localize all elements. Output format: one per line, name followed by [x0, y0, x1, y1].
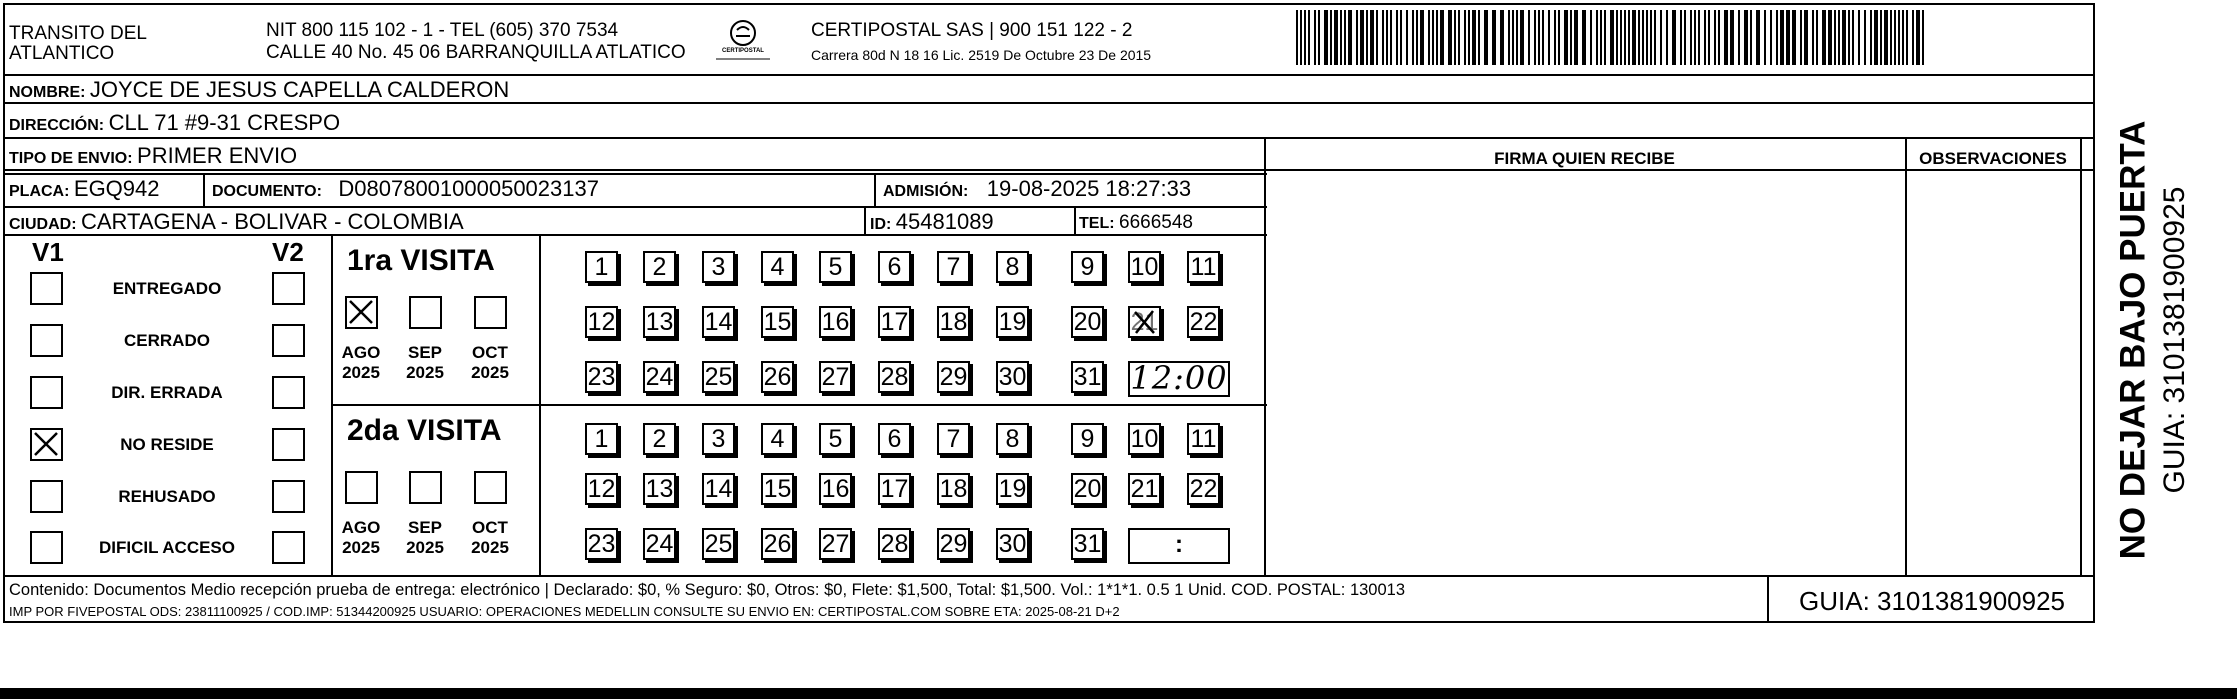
barcode-bar: [1870, 10, 1872, 65]
month-year: 2025: [406, 363, 444, 382]
barcode-bar: [1816, 10, 1818, 65]
day-box[interactable]: 4: [761, 423, 794, 455]
status-label: REHUSADO: [118, 487, 216, 506]
barcode-bar: [1472, 10, 1476, 65]
day-box[interactable]: 3: [702, 251, 735, 283]
barcode-bar: [1564, 10, 1568, 65]
day-box[interactable]: 10: [1128, 423, 1161, 455]
barcode-bar: [1416, 10, 1418, 65]
day-box[interactable]: 15: [761, 306, 794, 338]
footer-guide-number: GUIA: 3101381900925: [1799, 586, 2065, 616]
barcode-bar: [1390, 10, 1392, 65]
day-box[interactable]: 13: [643, 306, 676, 338]
imp-line: IMP POR FIVEPOSTAL ODS: 23811100925 / COD.IMP: 51344200925 USUARIO: OPERACIONES MEDELLIN CONSULTE SU ENVIO EN: CERTIPOSTAL.COM SOBRE ETA: 2025-08-21 D+2: [9, 604, 1120, 619]
barcode-bar: [1764, 10, 1766, 65]
barcode-bar: [1898, 10, 1900, 65]
side-guide-number: GUIA: 3101381900925: [2158, 186, 2191, 494]
sender-address: CALLE 40 No. 45 06 BARRANQUILLA ATLATICO: [266, 42, 686, 63]
month-year: 2025: [471, 538, 509, 557]
barcode-bar: [1516, 10, 1518, 65]
barcode-bar: [1838, 10, 1840, 65]
barcode-bar: [1708, 10, 1710, 65]
barcode-bar: [1440, 10, 1444, 65]
day-box[interactable]: 20: [1071, 473, 1104, 505]
day-box[interactable]: 20: [1071, 306, 1104, 338]
day-box[interactable]: 5: [819, 251, 852, 283]
tel-value: 6666548: [1119, 212, 1193, 233]
city-label: CIUDAD:: [9, 216, 77, 233]
day-box[interactable]: 23: [585, 361, 618, 393]
day-box[interactable]: 28: [878, 528, 911, 560]
document-value: D08078001000050023137: [338, 176, 599, 201]
day-box[interactable]: 4: [761, 251, 794, 283]
day-box[interactable]: 18: [937, 306, 970, 338]
barcode-bar: [1864, 10, 1866, 65]
v1-checkbox[interactable]: [30, 531, 63, 564]
day-box[interactable]: 30: [996, 361, 1029, 393]
barcode-bar: [1604, 10, 1606, 65]
barcode-bar: [1464, 10, 1466, 65]
month-label: SEP: [407, 518, 443, 537]
barcode-bar: [1698, 10, 1700, 65]
barcode-bar: [1916, 10, 1920, 65]
day-box[interactable]: 11: [1187, 251, 1220, 283]
barcode-bar: [1730, 10, 1734, 65]
barcode-bar: [1776, 10, 1778, 65]
time-box[interactable]: [1128, 528, 1230, 564]
day-box[interactable]: 1: [585, 423, 618, 455]
month-label: AGO: [341, 518, 381, 537]
signature-header: FIRMA QUIEN RECIBE: [1494, 149, 1675, 168]
barcode-bar: [1642, 10, 1644, 65]
day-box[interactable]: 31: [1071, 528, 1104, 560]
day-box[interactable]: 10: [1128, 251, 1161, 283]
tel-field: [1079, 213, 1193, 232]
month-checkbox[interactable]: [409, 296, 442, 329]
barcode-bar: [1370, 10, 1374, 65]
barcode-bar: [1646, 10, 1648, 65]
admission-field: [883, 178, 1191, 200]
barcode-bar: [1412, 10, 1414, 65]
barcode-bar: [1616, 10, 1618, 65]
barcode-bar: [1750, 10, 1752, 65]
barcode-bar: [1632, 10, 1636, 65]
barcode-bar: [1638, 10, 1640, 65]
day-box[interactable]: 26: [761, 528, 794, 560]
barcode-bar: [1360, 10, 1364, 65]
status-label: DIFICIL ACCESO: [98, 538, 235, 557]
content-line: Contenido: Documentos Medio recepción prueba de entrega: electrónico | Declarado: $0, % Seguro: $0, Otros: $0, Flete: $1,500, Total: $1,500. Vol.: 1*1*1. 0.5 1 Unid. COD. POSTAL: 130013: [9, 581, 1406, 599]
tel-label: TEL:: [1079, 215, 1115, 232]
barcode-bar: [1858, 10, 1860, 65]
day-box[interactable]: 17: [878, 473, 911, 505]
barcode-bar: [1718, 10, 1720, 65]
barcode-bar: [1348, 10, 1352, 65]
day-box[interactable]: 24: [643, 528, 676, 560]
city-value: CARTAGENA - BOLIVAR - COLOMBIA: [81, 209, 464, 234]
day-box[interactable]: 9: [1071, 423, 1104, 455]
barcode-bar: [1694, 10, 1696, 65]
day-box[interactable]: 7: [937, 251, 970, 283]
day-box[interactable]: 16: [819, 473, 852, 505]
barcode-bar: [1590, 10, 1592, 65]
v2-checkbox[interactable]: [272, 272, 305, 305]
barcode-bar: [1558, 10, 1560, 65]
v1-checkbox[interactable]: [30, 480, 63, 513]
shipment-type-field: [9, 145, 297, 167]
barcode-bar: [1448, 10, 1452, 65]
barcode-bar: [1468, 10, 1470, 65]
day-box[interactable]: 7: [937, 423, 970, 455]
month-checkbox[interactable]: [345, 471, 378, 504]
barcode-bar: [1770, 10, 1772, 65]
barcode-bar: [1324, 10, 1328, 65]
barcode-bar: [1296, 10, 1298, 65]
barcode-bar: [1812, 10, 1814, 65]
barcode-bar: [1538, 10, 1540, 65]
barcode-bar: [1922, 10, 1924, 65]
day-box[interactable]: 26: [761, 361, 794, 393]
day-box[interactable]: 18: [937, 473, 970, 505]
barcode-bar: [1454, 10, 1456, 65]
visit1-title: 1ra VISITA: [347, 244, 495, 277]
no-under-door-warning: NO DEJAR BAJO PUERTA: [2113, 120, 2153, 560]
month-year: 2025: [342, 538, 380, 557]
day-box[interactable]: 22: [1187, 306, 1220, 338]
barcode-bar: [1884, 10, 1888, 65]
logo-text: CERTIPOSTAL: [722, 48, 764, 54]
barcode-bar: [1894, 10, 1896, 65]
status-label: CERRADO: [124, 331, 210, 350]
certipostal-logo-icon: [708, 16, 778, 66]
barcode-bar: [1356, 10, 1358, 65]
barcode-bar: [1570, 10, 1572, 65]
time-value: 12:00: [1130, 359, 1228, 397]
barcode-bar: [1902, 10, 1904, 65]
month-checkbox[interactable]: [474, 471, 507, 504]
day-box[interactable]: 30: [996, 528, 1029, 560]
barcode-bar: [1492, 10, 1496, 65]
barcode-bar: [1852, 10, 1854, 65]
status-label: NO RESIDE: [120, 435, 214, 454]
day-box[interactable]: 12: [585, 306, 618, 338]
v2-checkbox[interactable]: [272, 480, 305, 513]
day-box[interactable]: 21: [1128, 473, 1161, 505]
time-box[interactable]: [1128, 361, 1230, 397]
barcode-bar: [1660, 10, 1662, 65]
shipment-type-label: TIPO DE ENVIO:: [9, 150, 133, 167]
visit2-title: 2da VISITA: [347, 414, 502, 447]
barcode-bar: [1314, 10, 1316, 65]
shipment-type-value: PRIMER ENVIO: [137, 143, 298, 168]
barcode-bar: [1596, 10, 1598, 65]
barcode-bar: [1834, 10, 1836, 65]
barcode-bar: [1406, 10, 1408, 65]
day-box[interactable]: 1: [585, 251, 618, 283]
barcode-bar: [1436, 10, 1438, 65]
barcode-bar: [1500, 10, 1504, 65]
day-box[interactable]: 19: [996, 473, 1029, 505]
day-box[interactable]: 9: [1071, 251, 1104, 283]
v2-label: V2: [272, 237, 304, 267]
v2-checkbox[interactable]: [272, 428, 305, 461]
cut-line: [0, 688, 2237, 699]
day-box[interactable]: 3: [702, 423, 735, 455]
month-label: SEP: [407, 343, 443, 362]
barcode-bar: [1508, 10, 1510, 65]
day-box[interactable]: 16: [819, 306, 852, 338]
v1-label: V1: [32, 237, 64, 267]
day-box[interactable]: 29: [937, 528, 970, 560]
barcode: [1296, 10, 1930, 65]
barcode-bar: [1308, 10, 1310, 65]
id-field: [870, 211, 994, 233]
admission-label: ADMISIÓN:: [883, 183, 969, 200]
name-label: NOMBRE:: [9, 84, 86, 101]
day-box[interactable]: 25: [702, 361, 735, 393]
address-value: CLL 71 #9-31 CRESPO: [108, 110, 341, 135]
barcode-bar: [1478, 10, 1480, 65]
barcode-bar: [1912, 10, 1914, 65]
v2-checkbox[interactable]: [272, 324, 305, 357]
v2-checkbox[interactable]: [272, 531, 305, 564]
barcode-bar: [1542, 10, 1544, 65]
barcode-bar: [1528, 10, 1530, 65]
barcode-bar: [1654, 10, 1656, 65]
barcode-bar: [1554, 10, 1556, 65]
barcode-bar: [1792, 10, 1796, 65]
company-license: Carrera 80d N 18 16 Lic. 2519 De Octubre 23 De 2015: [811, 47, 1152, 63]
month-checkbox[interactable]: [345, 296, 378, 329]
month-label: OCT: [472, 343, 508, 362]
barcode-bar: [1650, 10, 1652, 65]
barcode-bar: [1600, 10, 1602, 65]
barcode-bar: [1828, 10, 1832, 65]
sender-name-line1: TRANSITO DEL: [9, 23, 147, 44]
barcode-bar: [1690, 10, 1692, 65]
day-box[interactable]: 11: [1187, 423, 1220, 455]
barcode-bar: [1428, 10, 1430, 65]
sender-name-line2: ATLANTICO: [9, 43, 115, 64]
plate-label: PLACA:: [9, 183, 70, 200]
id-value: 45481089: [895, 209, 994, 234]
month-checkbox[interactable]: [474, 296, 507, 329]
barcode-bar: [1672, 10, 1676, 65]
barcode-bar: [1714, 10, 1716, 65]
barcode-bar: [1520, 10, 1524, 65]
barcode-bar: [1874, 10, 1878, 65]
day-box[interactable]: 28: [878, 361, 911, 393]
month-checkbox[interactable]: [409, 471, 442, 504]
day-box[interactable]: 19: [996, 306, 1029, 338]
barcode-bar: [1334, 10, 1338, 65]
day-box[interactable]: 14: [702, 306, 735, 338]
barcode-bar: [1738, 10, 1740, 65]
barcode-bar: [1534, 10, 1536, 65]
barcode-bar: [1548, 10, 1550, 65]
month-year: 2025: [342, 363, 380, 382]
barcode-bar: [1744, 10, 1748, 65]
v1-checkbox[interactable]: [30, 428, 63, 461]
barcode-bar: [1906, 10, 1908, 65]
sender-nit: NIT 800 115 102 - 1 - TEL (605) 370 7534: [266, 20, 619, 41]
barcode-bar: [1680, 10, 1682, 65]
day-box[interactable]: 2: [643, 423, 676, 455]
day-box[interactable]: 24: [643, 361, 676, 393]
barcode-bar: [1724, 10, 1728, 65]
barcode-bar: [1666, 10, 1668, 65]
barcode-bar: [1756, 10, 1760, 65]
barcode-bar: [1880, 10, 1882, 65]
city-field: [9, 211, 464, 233]
day-box[interactable]: 14: [702, 473, 735, 505]
admission-value: 19-08-2025 18:27:33: [986, 176, 1192, 201]
day-number: 21: [1130, 308, 1159, 336]
day-box[interactable]: [1128, 306, 1161, 338]
barcode-bar: [1800, 10, 1802, 65]
v2-checkbox[interactable]: [272, 376, 305, 409]
address-label: DIRECCIÓN:: [9, 117, 105, 134]
barcode-bar: [1420, 10, 1424, 65]
day-box[interactable]: 12: [585, 473, 618, 505]
barcode-bar: [1396, 10, 1398, 65]
status-label: DIR. ERRADA: [111, 383, 223, 402]
day-box[interactable]: 8: [996, 423, 1029, 455]
v1-checkbox[interactable]: [30, 272, 63, 305]
time-value: :: [1175, 531, 1183, 558]
barcode-bar: [1432, 10, 1434, 65]
barcode-bar: [1382, 10, 1384, 65]
day-box[interactable]: 5: [819, 423, 852, 455]
day-box[interactable]: 31: [1071, 361, 1104, 393]
barcode-bar: [1458, 10, 1460, 65]
month-label: OCT: [472, 518, 508, 537]
barcode-bar: [1624, 10, 1626, 65]
barcode-bar: [1304, 10, 1306, 65]
document-field: [212, 178, 599, 200]
barcode-bar: [1484, 10, 1488, 65]
document-label: DOCUMENTO:: [212, 183, 322, 200]
v1-checkbox[interactable]: [30, 324, 63, 357]
day-box[interactable]: 8: [996, 251, 1029, 283]
day-box[interactable]: 2: [643, 251, 676, 283]
day-box[interactable]: 29: [937, 361, 970, 393]
barcode-bar: [1330, 10, 1332, 65]
company-info: CERTIPOSTAL SAS | 900 151 122 - 2: [811, 20, 1133, 41]
barcode-bar: [1822, 10, 1826, 65]
barcode-bar: [1300, 10, 1302, 65]
id-label: ID:: [870, 216, 892, 233]
barcode-bar: [1684, 10, 1686, 65]
name-value: JOYCE DE JESUS CAPELLA CALDERON: [89, 77, 510, 102]
barcode-bar: [1340, 10, 1342, 65]
day-box[interactable]: 22: [1187, 473, 1220, 505]
day-box[interactable]: 13: [643, 473, 676, 505]
day-box[interactable]: 23: [585, 528, 618, 560]
barcode-bar: [1804, 10, 1808, 65]
name-field: [9, 79, 509, 101]
barcode-bar: [1610, 10, 1614, 65]
day-box[interactable]: 27: [819, 361, 852, 393]
day-box[interactable]: 6: [878, 251, 911, 283]
barcode-bar: [1512, 10, 1514, 65]
barcode-bar: [1344, 10, 1346, 65]
barcode-bar: [1890, 10, 1892, 65]
plate-value: EGQ942: [73, 176, 160, 201]
barcode-bar: [1386, 10, 1388, 65]
barcode-bar: [1400, 10, 1402, 65]
day-box[interactable]: 17: [878, 306, 911, 338]
barcode-bar: [1582, 10, 1586, 65]
day-box[interactable]: 27: [819, 528, 852, 560]
observations-header: OBSERVACIONES: [1919, 149, 2067, 168]
barcode-bar: [1366, 10, 1368, 65]
barcode-bar: [1704, 10, 1706, 65]
barcode-bar: [1620, 10, 1622, 65]
status-label: ENTREGADO: [112, 279, 222, 298]
address-field: [9, 112, 340, 134]
month-year: 2025: [471, 363, 509, 382]
barcode-bar: [1842, 10, 1846, 65]
barcode-bar: [1376, 10, 1378, 65]
day-box[interactable]: 15: [761, 473, 794, 505]
v1-checkbox[interactable]: [30, 376, 63, 409]
barcode-bar: [1848, 10, 1850, 65]
plate-field: [9, 178, 160, 200]
barcode-bar: [1786, 10, 1790, 65]
day-box[interactable]: 6: [878, 423, 911, 455]
month-year: 2025: [406, 538, 444, 557]
barcode-bar: [1628, 10, 1630, 65]
day-box[interactable]: 25: [702, 528, 735, 560]
month-label: AGO: [341, 343, 381, 362]
certipostal-logo: [708, 16, 778, 66]
barcode-bar: [1780, 10, 1784, 65]
barcode-bar: [1574, 10, 1578, 65]
barcode-bar: [1318, 10, 1320, 65]
